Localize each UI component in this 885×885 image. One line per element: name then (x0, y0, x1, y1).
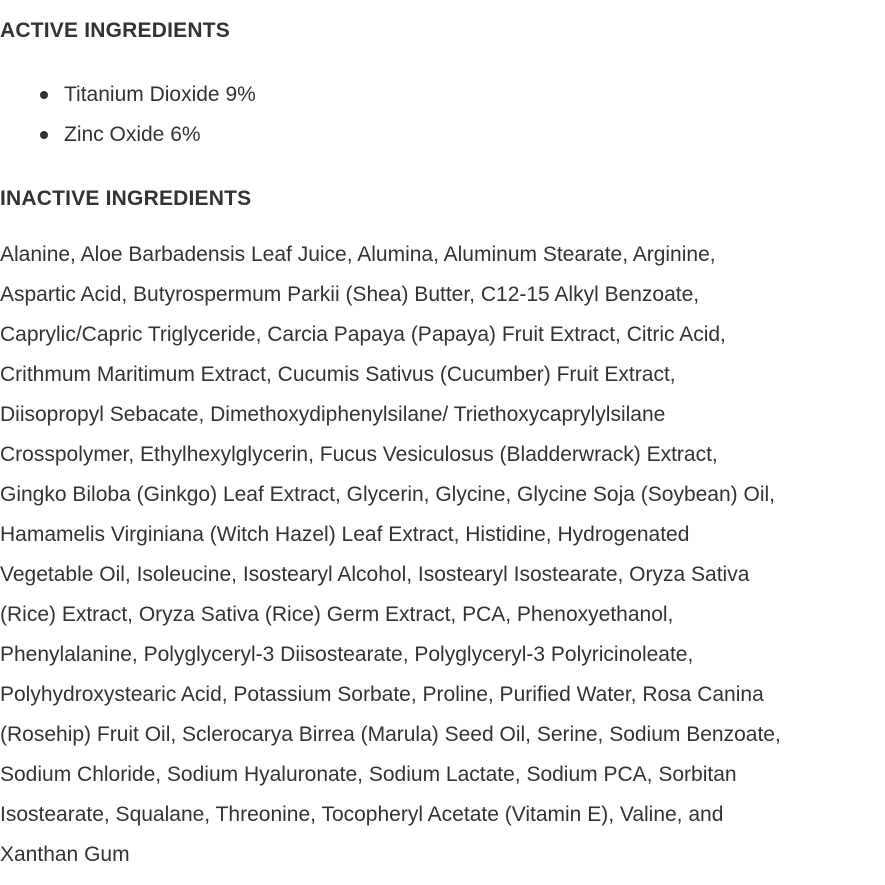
active-ingredients-list (0, 80, 256, 160)
text-line: Vegetable Oil, Isoleucine, Isostearyl Alcohol, Isostearyl Isostearate, Oryza Sativa (0, 563, 750, 586)
text-line: Aspartic Acid, Butyrospermum Parkii (Shea) Butter, C12-15 Alkyl Benzoate, (0, 283, 700, 306)
text-line: Xanthan Gum (0, 843, 130, 866)
bullet-icon (40, 131, 48, 139)
text-line: Hamamelis Virginiana (Witch Hazel) Leaf Extract, Histidine, Hydrogenated (0, 523, 690, 546)
active-ingredients-heading: ACTIVE INGREDIENTS (0, 19, 230, 42)
text-line: (Rosehip) Fruit Oil, Sclerocarya Birrea (Marula) Seed Oil, Serine, Sodium Benzoate, (0, 723, 781, 746)
text-line: Diisopropyl Sebacate, Dimethoxydiphenylsilane/ Triethoxycaprylylsilane (0, 403, 666, 426)
text-line: Sodium Chloride, Sodium Hyaluronate, Sodium Lactate, Sodium PCA, Sorbitan (0, 763, 737, 786)
text-line: Caprylic/Capric Triglyceride, Carcia Papaya (Papaya) Fruit Extract, Citric Acid, (0, 323, 726, 346)
text-line: Isostearate, Squalane, Threonine, Tocopheryl Acetate (Vitamin E), Valine, and (0, 803, 724, 826)
text-line: Gingko Biloba (Ginkgo) Leaf Extract, Glycerin, Glycine, Glycine Soja (Soybean) Oil, (0, 483, 775, 506)
text-line: Alanine, Aloe Barbadensis Leaf Juice, Alumina, Aluminum Stearate, Arginine, (0, 243, 716, 266)
bullet-icon (40, 91, 48, 99)
inactive-ingredients-heading: INACTIVE INGREDIENTS (0, 187, 252, 210)
text-line: (Rice) Extract, Oryza Sativa (Rice) Germ Extract, PCA, Phenoxyethanol, (0, 603, 674, 626)
inactive-ingredients-text (0, 235, 781, 875)
text-line: Crithmum Maritimum Extract, Cucumis Sativus (Cucumber) Fruit Extract, (0, 363, 676, 386)
active-ingredient-label: Titanium Dioxide 9% (64, 83, 256, 106)
list-item (0, 80, 256, 120)
text-line: Polyhydroxystearic Acid, Potassium Sorbate, Proline, Purified Water, Rosa Canina (0, 683, 764, 706)
text-line: Phenylalanine, Polyglyceryl-3 Diisostearate, Polyglyceryl-3 Polyricinoleate, (0, 643, 694, 666)
active-ingredient-label: Zinc Oxide 6% (64, 123, 201, 146)
list-item (0, 120, 256, 160)
text-line: Crosspolymer, Ethylhexylglycerin, Fucus Vesiculosus (Bladderwrack) Extract, (0, 443, 718, 466)
